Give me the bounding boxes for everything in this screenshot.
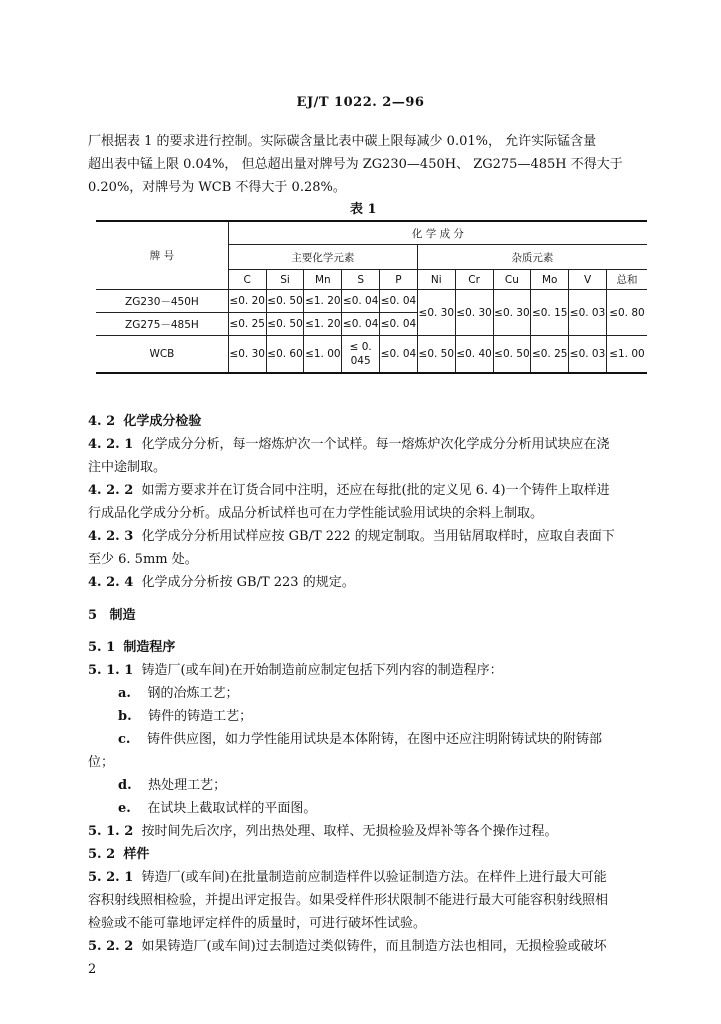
element-header: P (380, 270, 418, 290)
list-item-a (118, 682, 239, 701)
clause-number: 5. 2. 2 (88, 939, 134, 954)
impurity-cell: ≤0. 30 (417, 290, 455, 336)
clause-text: 铸造厂(或车间)在批量制造前应制造样件以验证制造方法。在样件上进行最大可能 (141, 870, 607, 885)
clause-4-2-2-line-1 (88, 479, 610, 498)
list-item-c-line-1 (118, 728, 602, 747)
impurity-cell: ≤0. 15 (531, 290, 569, 336)
list-marker: e. (118, 801, 131, 816)
value-cell: ≤0. 04 (380, 290, 418, 313)
impurity-cell: ≤0. 80 (606, 290, 647, 336)
header-impurity-elements: 杂质元素 (417, 245, 647, 270)
clause-5-2-1-line-2: 容积射线照相检验，并提出评定报告。如果受样件形状限制不能进行最大可能容积射线照相 (88, 893, 609, 908)
clause-text: 化学成分分析用试样应按 GB/T 222 的规定制取。当用钻屑取样时，应取自表面下 (141, 529, 615, 544)
list-marker: c. (118, 732, 131, 747)
element-header: Mo (531, 270, 569, 290)
impurity-cell: ≤0. 40 (455, 336, 493, 374)
clause-number: 4. 2. 1 (88, 437, 134, 452)
list-text: 热处理工艺； (148, 778, 227, 793)
intro-line-3: 0.20%，对牌号为 WCB 不得大于 0.28%。 (88, 180, 346, 195)
list-text: 铸件的铸造工艺； (148, 709, 253, 724)
clause-5-1-2-line-1 (88, 820, 558, 839)
impurity-cell: ≤0. 03 (569, 336, 607, 374)
value-cell: ≤0. 04 (380, 336, 418, 374)
clause-text: 化学成分分析，每一熔炼炉次一个试样。每一熔炼炉次化学成分分析用试块应在浇 (141, 437, 610, 452)
value-cell: ≤0. 20 (228, 290, 266, 313)
list-text: 在试块上截取试样的平面图。 (147, 801, 317, 816)
impurity-cell: ≤0. 50 (493, 336, 531, 374)
header-chemical-composition: 化 学 成 分 (228, 221, 647, 245)
impurity-cell: ≤0. 30 (493, 290, 531, 336)
list-item-d (118, 774, 226, 793)
chemical-composition-table (96, 220, 647, 374)
clause-number: 5. 2. 1 (88, 870, 134, 885)
clause-5-2-2-line-1 (88, 935, 607, 954)
clause-4-2-3-line-1 (88, 525, 615, 544)
section-number: 5 (88, 608, 98, 623)
clause-4-2-2-line-2: 行成品化学成分分析。成品分析试样也可在力学性能试验用试块的余料上制取。 (88, 506, 544, 521)
element-header: Mn (304, 270, 342, 290)
table-caption: 表 1 (350, 202, 377, 217)
clause-text: 如需方要求并在订货合同中注明，还应在每批(批的定义见 6. 4)一个铸件上取样进 (141, 483, 610, 498)
value-cell: ≤0. 04 (380, 313, 418, 336)
section-title: 样件 (123, 847, 150, 862)
element-header: S (342, 270, 380, 290)
value-cell: ≤0. 60 (266, 336, 304, 374)
element-header: Cr (455, 270, 493, 290)
section-title: 制造 (109, 608, 136, 623)
value-cell: ≤0. 04 (342, 313, 380, 336)
impurity-cell: ≤0. 25 (531, 336, 569, 374)
table-row (96, 290, 647, 313)
value-cell: ≤1. 20 (304, 290, 342, 313)
list-item-e (118, 797, 316, 816)
list-text: 钢的冶炼工艺； (147, 686, 239, 701)
clause-4-2-3-line-2: 至少 6. 5mm 处。 (88, 552, 198, 567)
element-header: Ni (417, 270, 455, 290)
clause-4-2-4-line-1 (88, 571, 355, 590)
clause-number: 4. 2. 4 (88, 575, 134, 590)
intro-line-2: 超出表中锰上限 0.04%， 但总超出量对牌号为 ZG230—450H、 ZG275—485H 不得大于 (88, 157, 623, 172)
impurity-cell: ≤0. 03 (569, 290, 607, 336)
value-cell: ≤1. 20 (304, 313, 342, 336)
clause-number: 5. 1. 2 (88, 824, 134, 839)
section-5-heading (88, 604, 135, 623)
element-header: Cu (493, 270, 531, 290)
header-brand: 牌 号 (96, 221, 228, 290)
list-text: 铸件供应图，如力学性能用试块是本体附铸，在图中还应注明附铸试块的附铸部 (146, 732, 602, 747)
intro-line-1: 厂根据表 1 的要求进行控制。实际碳含量比表中碳上限每减少 0.01%， 允许实际锰含量 (88, 134, 597, 149)
table-row (96, 336, 647, 374)
brand-cell: ZG230－450H (96, 290, 228, 313)
clause-number: 4. 2. 2 (88, 483, 134, 498)
clause-text: 铸造厂(或车间)在开始制造前应制定包括下列内容的制造程序： (141, 663, 503, 678)
clause-text: 化学成分分析按 GB/T 223 的规定。 (141, 575, 355, 590)
list-item-b (118, 705, 252, 724)
clause-4-2-1-line-1 (88, 433, 610, 452)
clause-text: 如果铸造厂(或车间)过去制造过类似铸件，而且制造方法也相同，无损检验或破坏 (141, 939, 607, 954)
list-marker: b. (118, 709, 132, 724)
section-title: 化学成分检验 (123, 414, 202, 429)
impurity-cell: ≤0. 50 (417, 336, 455, 374)
list-marker: d. (118, 778, 132, 793)
value-cell: ≤0. 50 (266, 313, 304, 336)
section-5-2-heading (88, 843, 149, 862)
impurity-cell: ≤0. 30 (455, 290, 493, 336)
element-header: V (569, 270, 607, 290)
value-cell: ≤0. 04 (342, 290, 380, 313)
clause-5-2-1-line-3: 检验或不能可靠地评定样件的质量时，可进行破坏性试验。 (88, 916, 427, 931)
brand-cell: ZG275－485H (96, 313, 228, 336)
value-cell: ≤0. 30 (228, 336, 266, 374)
section-5-1-heading (88, 636, 175, 655)
section-number: 5. 2 (88, 847, 116, 862)
value-cell: ≤ 0. 045 (342, 336, 380, 374)
page-number: 2 (88, 962, 97, 977)
brand-cell: WCB (96, 336, 228, 374)
section-title: 制造程序 (123, 640, 176, 655)
element-header: 总和 (606, 270, 647, 290)
header-main-elements: 主要化学元素 (228, 245, 417, 270)
value-cell: ≤0. 25 (228, 313, 266, 336)
element-header: Si (266, 270, 304, 290)
value-cell: ≤0. 50 (266, 290, 304, 313)
impurity-cell: ≤1. 00 (606, 336, 647, 374)
clause-5-1-1-line-1 (88, 659, 503, 678)
document-code-header: EJ/T 1022. 2—96 (296, 95, 425, 110)
clause-number: 4. 2. 3 (88, 529, 134, 544)
clause-5-2-1-line-1 (88, 866, 607, 885)
list-item-c-line-2: 位； (88, 755, 115, 770)
value-cell: ≤1. 00 (304, 336, 342, 374)
section-4-2-heading (88, 410, 201, 429)
section-number: 5. 1 (88, 640, 116, 655)
element-header: C (228, 270, 266, 290)
clause-number: 5. 1. 1 (88, 663, 134, 678)
section-number: 4. 2 (88, 414, 116, 429)
clause-text: 按时间先后次序，列出热处理、取样、无损检验及焊补等各个操作过程。 (141, 824, 558, 839)
list-marker: a. (118, 686, 131, 701)
clause-4-2-1-line-2: 注中途制取。 (88, 460, 167, 475)
